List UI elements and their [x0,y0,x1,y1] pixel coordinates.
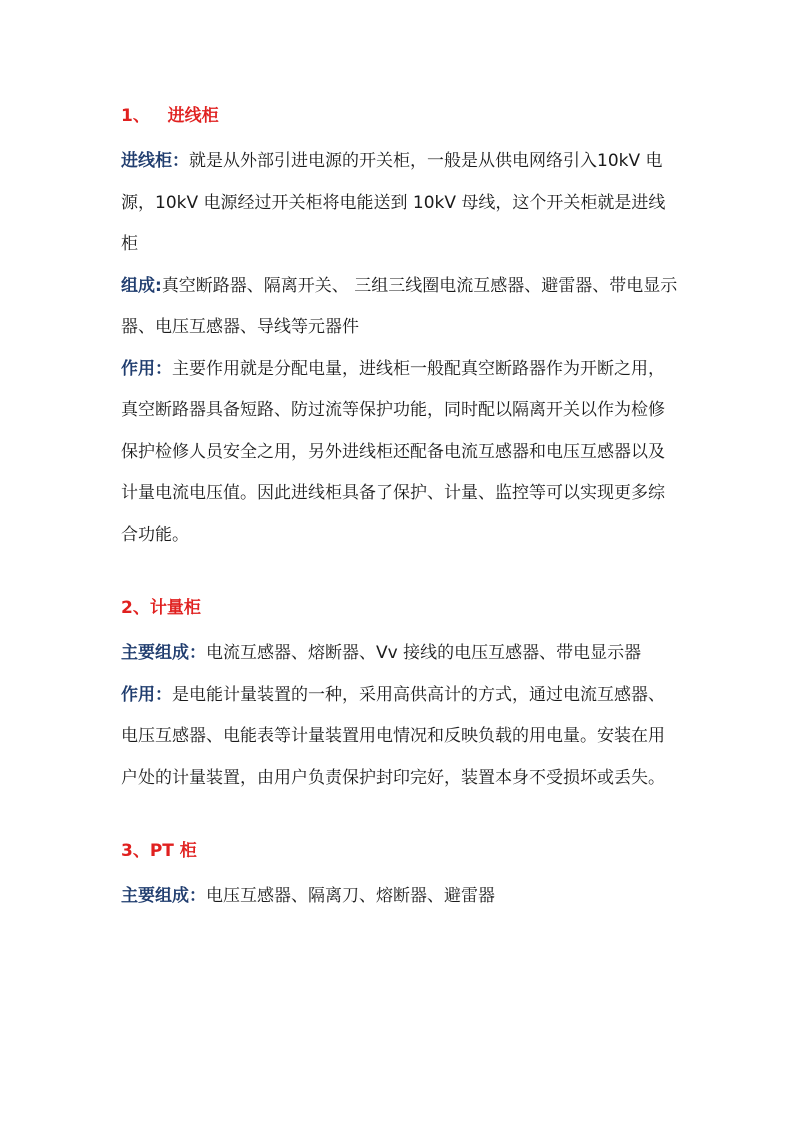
paragraph-label: 主要组成： [121,886,206,906]
paragraph-label: 作用： [121,358,172,379]
paragraph-definition [121,141,681,266]
paragraph-label: 组成: [121,275,162,296]
paragraph-function [121,349,681,557]
paragraph-function [121,675,681,800]
paragraph-text: 是电能计量装置的一种，采用高供高计的方式，通过电流互感器、电压互感器、电能表等计量装置用电情况和反映负载的用电量。安装在用户处的计量装置，由用户负责保护封印完好，装置本身不受损坏或丢失。 [121,684,665,788]
paragraph-label: 作用： [121,684,172,705]
paragraph-composition [121,876,681,918]
paragraph-text: 主要作用就是分配电量，进线柜一般配真空断路器作为开断之用，真空断路器具备短路、防过流等保护功能，同时配以隔离开关以作为检修保护检修人员安全之用，另外进线柜还配备电流互感器和电压互感器以及计量电流电压值。因此进线柜具备了保护、计量、监控等可以实现更多综合功能。 [121,358,665,545]
paragraph-text: 电流互感器、熔断器、Vv 接线的电压互感器、带电显示器 [206,643,642,663]
paragraph-composition [121,633,681,675]
section-heading: 3、PT 柜 [121,841,197,861]
document-content [121,100,681,918]
paragraph-text: 真空断路器、隔离开关、 三组三线圈电流互感器、避雷器、带电显示器、电压互感器、导线等元器件 [121,275,678,337]
section-incoming-cabinet [121,100,681,556]
paragraph-text: 就是从外部引进电源的开关柜，一般是从供电网络引入10kV 电源，10kV 电源经过开关柜将电能送到 10kV 母线，这个开关柜就是进线柜 [121,151,666,254]
paragraph-composition [121,266,681,349]
paragraph-label: 主要组成： [121,643,206,663]
paragraph-label: 进线柜： [121,151,189,171]
section-pt-cabinet [121,835,681,918]
section-heading: 2、计量柜 [121,598,201,618]
section-heading: 1、 进线柜 [121,106,219,126]
section-metering-cabinet [121,592,681,799]
paragraph-text: 电压互感器、隔离刀、熔断器、避雷器 [206,886,495,906]
